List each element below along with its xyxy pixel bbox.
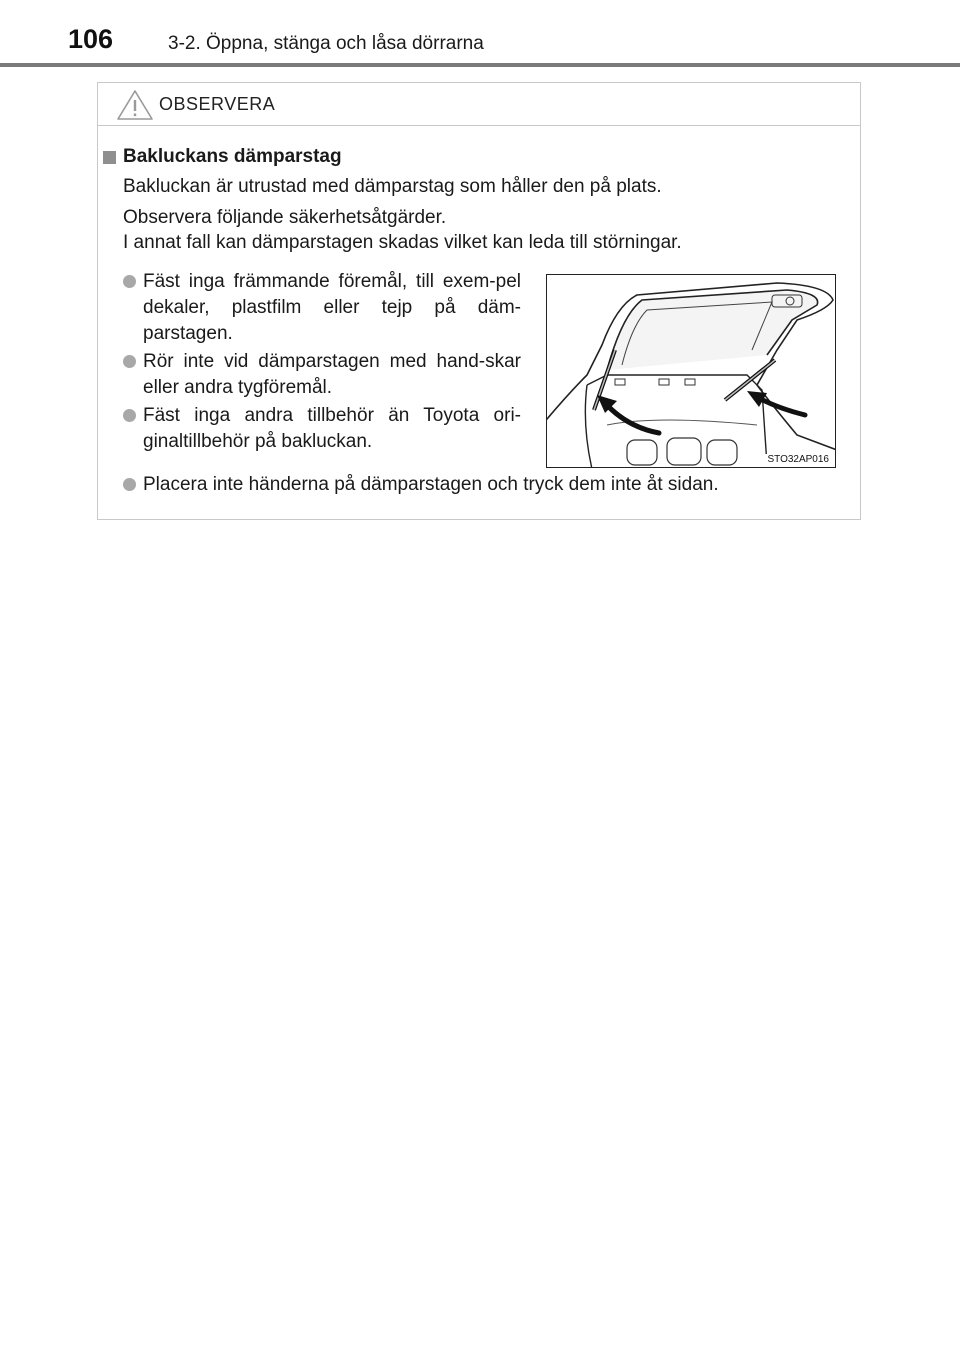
circle-bullet-icon — [123, 275, 136, 288]
list-item — [123, 403, 521, 455]
intro-paragraph-2-line1: Observera följande säkerhetsåtgärder. — [123, 207, 447, 228]
page-number: 106 — [68, 24, 114, 54]
header-divider — [0, 63, 960, 67]
intro-paragraph-2-line2: I annat fall kan dämparstagen skadas vilket kan leda till störningar. — [123, 232, 682, 253]
caution-box — [97, 82, 861, 520]
list-item-text: Fäst inga andra tillbehör än Toyota ori-ginaltillbehör på bakluckan. — [143, 405, 521, 452]
circle-bullet-icon — [123, 409, 136, 422]
chapter-title: 3-2. Öppna, stänga och låsa dörrarna — [168, 33, 484, 54]
circle-bullet-icon — [123, 478, 136, 491]
list-item-text: Rör inte vid dämparstagen med hand-skar eller andra tygföremål. — [143, 351, 521, 398]
intro-paragraph-1: Bakluckan är utrustad med dämparstag som håller den på plats. — [123, 176, 662, 197]
tailgate-illustration — [546, 274, 836, 468]
tailgate-drawing — [547, 275, 836, 468]
page-header — [0, 0, 960, 70]
warning-triangle-icon — [116, 89, 154, 121]
list-item-text: Fäst inga främmande föremål, till exem-pel dekaler, plastfilm eller tejp på däm-parstagen. — [143, 271, 521, 344]
figure-code: STO32AP016 — [767, 454, 829, 465]
caution-header — [98, 83, 860, 126]
section-title — [103, 146, 342, 168]
section-title-text: Bakluckans dämparstag — [123, 146, 342, 167]
circle-bullet-icon — [123, 355, 136, 368]
list-item — [123, 349, 521, 401]
square-bullet-icon — [103, 151, 116, 164]
list-item-text: Placera inte händerna på dämparstagen och tryck dem inte åt sidan. — [143, 474, 719, 495]
caution-label: OBSERVERA — [159, 94, 276, 114]
list-item — [123, 269, 521, 347]
list-item — [123, 472, 843, 498]
